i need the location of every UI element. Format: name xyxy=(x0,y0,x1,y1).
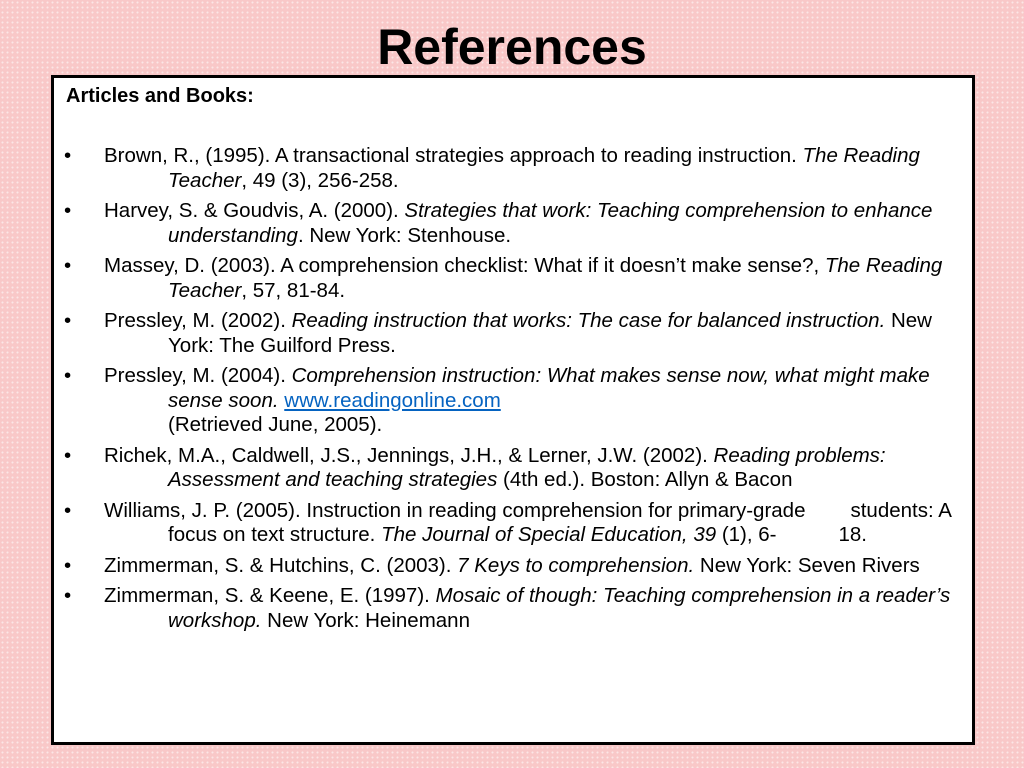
reference-text: Massey, D. (2003). A comprehension checklist: What if it doesn’t make sense?, xyxy=(104,254,825,277)
references-box xyxy=(51,75,975,745)
reference-text: , 49 (3), 256-258. xyxy=(241,168,399,192)
reference-item-zimmerman-keene xyxy=(54,584,972,633)
reference-italic: Comprehension instruction: What makes sense now, what might make sense soon. xyxy=(168,364,930,412)
reference-text: Zimmerman, S. & Hutchins, C. (2003). xyxy=(104,553,458,577)
bullet-icon: • xyxy=(64,498,72,522)
reference-text: (Retrieved June, 2005). xyxy=(168,413,383,436)
reference-item-massey xyxy=(54,254,972,303)
reference-item-zimmerman-hutchins xyxy=(54,554,972,579)
bullet-icon: • xyxy=(64,199,72,222)
readingonline-link[interactable]: www.readingonline.com xyxy=(284,388,501,412)
reference-text: , 57, 81-84. xyxy=(241,278,346,302)
reference-list xyxy=(54,144,972,639)
reference-text: Brown, R., (1995). A transactional strategies approach to reading instruction. xyxy=(104,144,803,167)
reference-text: Pressley, M. (2004). xyxy=(104,364,292,387)
reference-item-williams xyxy=(54,499,972,548)
reference-text: New York: The Guilford Press. xyxy=(168,309,932,357)
reference-text: New York: Seven Rivers xyxy=(694,553,920,577)
reference-text: Harvey, S. & Goudvis, A. (2000). xyxy=(104,199,405,222)
reference-italic: The Reading Teacher xyxy=(168,254,943,302)
reference-italic: Mosaic of though: Teaching comprehension in a reader’s workshop. xyxy=(168,584,951,632)
slide-title: References xyxy=(377,19,647,75)
reference-text: Williams, J. P. (2005). Instruction in reading comprehension for primary-grade xyxy=(104,498,806,522)
reference-italic: Reading problems: Assessment and teaching strategies xyxy=(168,443,886,491)
reference-item-pressley-2004 xyxy=(54,364,972,438)
reference-italic: The Journal of Special Education, 39 xyxy=(381,523,717,546)
reference-italic: Reading instruction that works: The case for balanced instruction. xyxy=(291,309,886,332)
bullet-icon: • xyxy=(64,254,72,277)
bullet-icon: • xyxy=(64,584,72,607)
bullet-icon: • xyxy=(64,364,72,387)
reference-italic: 7 Keys to comprehension. xyxy=(457,553,695,577)
reference-italic: The Reading Teacher xyxy=(168,144,920,192)
reference-item-pressley-2002 xyxy=(54,309,972,358)
reference-text: . New York: Stenhouse. xyxy=(297,223,512,247)
bullet-icon: • xyxy=(64,443,72,467)
reference-text: Pressley, M. (2002). xyxy=(104,309,292,332)
section-heading: Articles and Books: xyxy=(66,85,254,107)
bullet-icon: • xyxy=(64,144,72,167)
reference-italic: Strategies that work: Teaching comprehension to enhance understanding xyxy=(168,199,933,247)
reference-text: 18. xyxy=(838,523,867,546)
reference-text: students: A focus on text structure. xyxy=(168,498,951,546)
reference-text: New York: Heinemann xyxy=(261,608,470,632)
bullet-icon: • xyxy=(64,309,72,332)
bullet-icon: • xyxy=(64,553,72,577)
reference-text: Zimmerman, S. & Keene, E. (1997). xyxy=(104,584,436,607)
reference-text: Richek, M.A., Caldwell, J.S., Jennings, J.H., & Lerner, J.W. (2002). xyxy=(104,443,714,467)
reference-text: (4th ed.). Boston: Allyn & Bacon xyxy=(497,468,793,491)
reference-item-harvey xyxy=(54,199,972,248)
reference-item-brown xyxy=(54,144,972,193)
reference-item-richek xyxy=(54,444,972,493)
reference-text: (1), 6- xyxy=(716,523,777,546)
